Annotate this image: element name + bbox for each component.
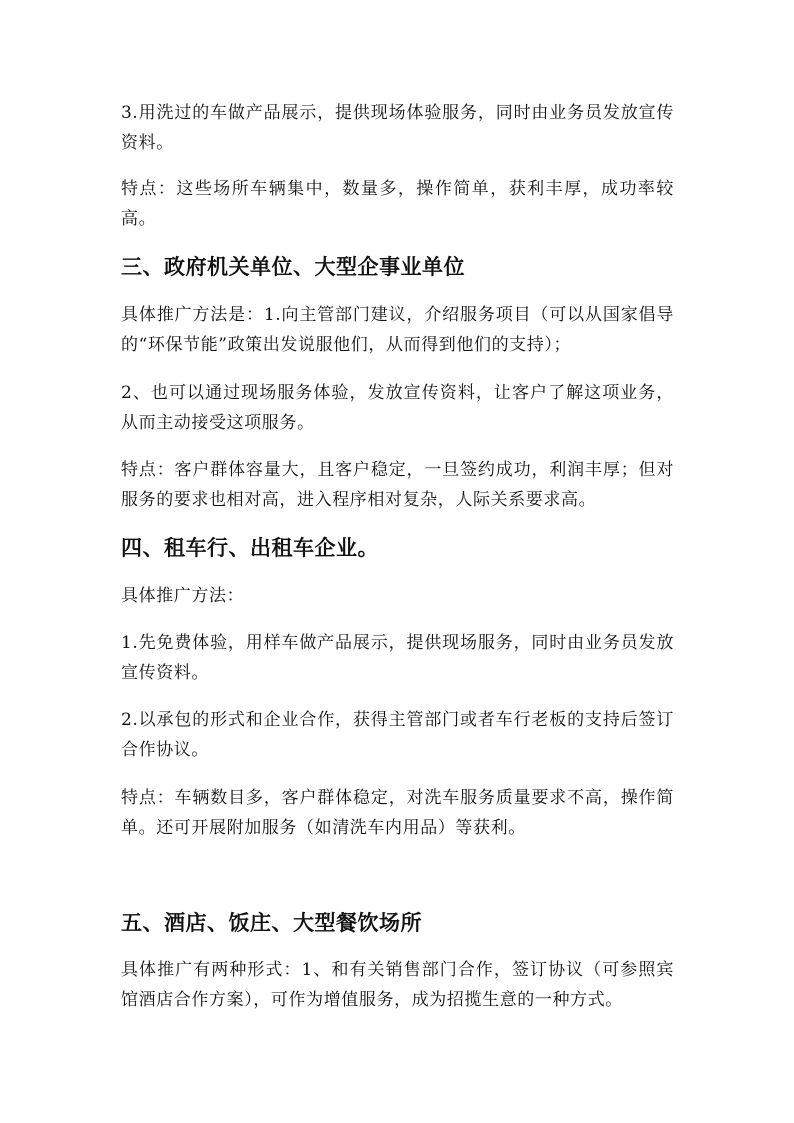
paragraph-rental-method-1: 1.先免费体验，用样车做产品展示，提供现场服务，同时由业务员发放宣传资料。 (121, 633, 674, 683)
paragraph-government-method-2: 2、也可以通过现场服务体验，发放宣传资料，让客户了解这项业务，从而主动接受这项服务。 (121, 383, 674, 433)
paragraph-government-method-1: 具体推广方法是：1.向主管部门建议，介绍服务项目（可以从国家倡导的“环保节能”政策出发说服他们，从而得到他们的支持）； (121, 305, 674, 355)
paragraph-rental-method-title: 具体推广方法： (121, 586, 245, 606)
paragraph-rental-method-2: 2.以承包的形式和企业合作，获得主管部门或者车行老板的支持后签订合作协议。 (121, 710, 674, 760)
paragraph-features-2: 特点：客户群体容量大，且客户稳定，一旦签约成功，利润丰厚；但对服务的要求也相对高，进入程序相对复杂，人际关系要求高。 (121, 460, 674, 510)
paragraph-hotel-method: 具体推广有两种形式：1、和有关销售部门合作，签订协议（可参照宾馆酒店合作方案），可作为增值服务，成为招揽生意的一种方式。 (121, 960, 674, 1010)
paragraph-features-3: 特点：车辆数目多，客户群体稳定，对洗车服务质量要求不高，操作简单。还可开展附加服务（如清洗车内用品）等获利。 (121, 788, 674, 838)
paragraph-display-method: 3.用洗过的车做产品展示，提供现场体验服务，同时由业务员发放宣传资料。 (121, 103, 674, 153)
paragraph-features-1: 特点：这些场所车辆集中，数量多，操作简单，获利丰厚，成功率较高。 (121, 179, 674, 229)
section-heading-3: 三、政府机关单位、大型企事业单位 (121, 255, 465, 279)
section-heading-4: 四、租车行、出租车企业。 (121, 536, 379, 560)
section-heading-5: 五、酒店、饭庄、大型餐饮场所 (121, 911, 422, 935)
